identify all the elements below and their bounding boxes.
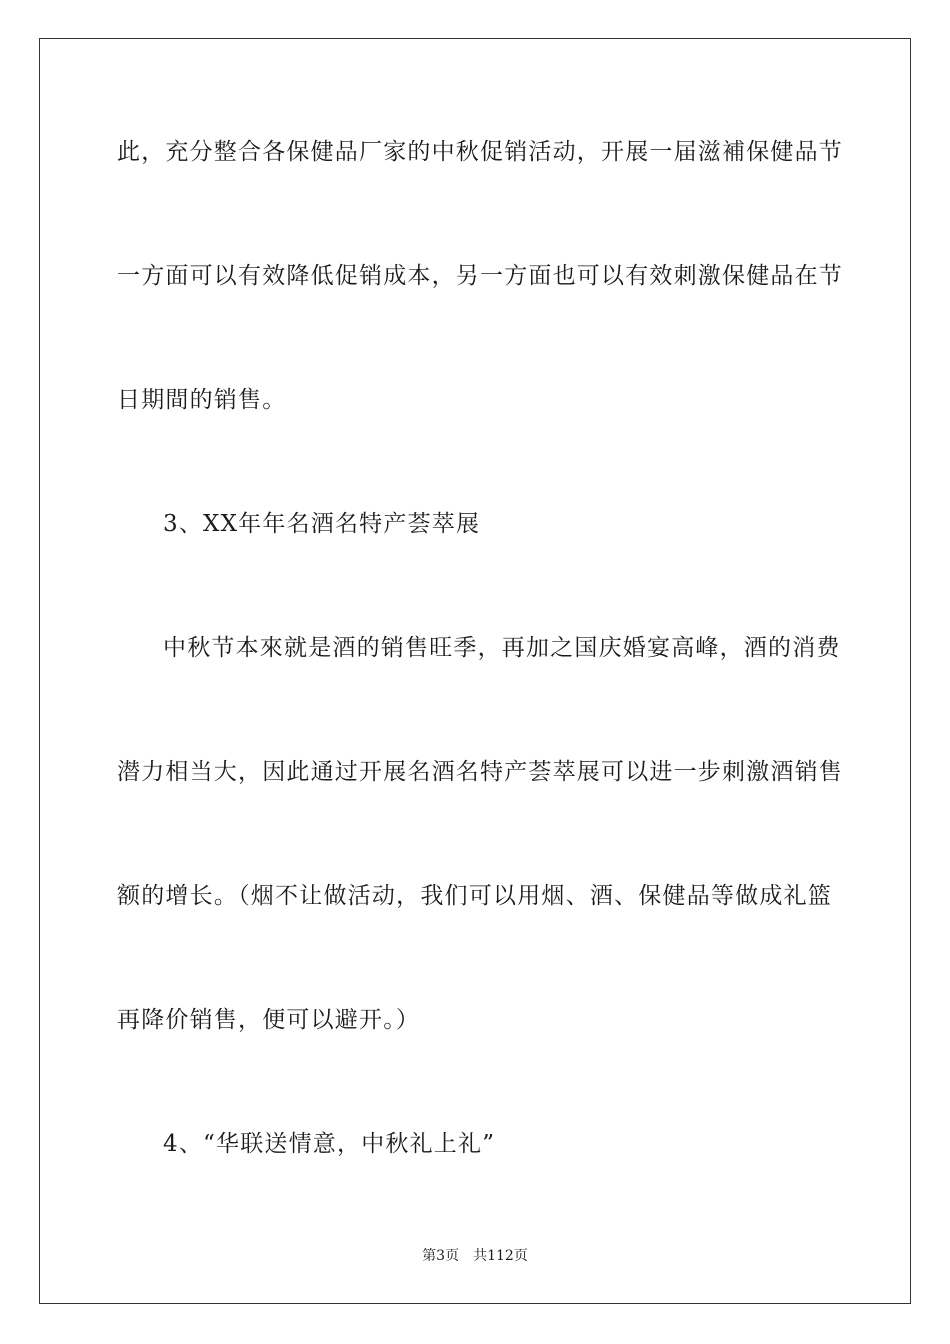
body-text-line: 潜力相当大，因此通过开展名酒名特产荟萃展可以进一步刺激酒销售 bbox=[117, 759, 843, 785]
body-text-line: 再降价销售，便可以避开。） bbox=[117, 1007, 421, 1033]
body-text-line: 额的增长。（烟不让做活动，我们可以用烟、酒、保健品等做成礼篮 bbox=[117, 883, 832, 909]
page-border bbox=[39, 38, 911, 1304]
section-heading: 4、“华联送情意，中秋礼上礼” bbox=[163, 1131, 496, 1157]
body-text-line: 日期間的销售。 bbox=[117, 387, 287, 413]
section-heading: 3、XX年年名酒名特产荟萃展 bbox=[163, 511, 481, 537]
page-total: 共112页 bbox=[473, 1248, 528, 1264]
body-text-line: 中秋节本來就是酒的销售旺季，再加之国庆婚宴高峰，酒的消费 bbox=[163, 635, 841, 661]
body-text-line: 一方面可以有效降低促销成本，另一方面也可以有效刺激保健品在节 bbox=[117, 263, 843, 289]
page-footer bbox=[0, 1247, 950, 1265]
page-number: 第3页 bbox=[422, 1248, 460, 1264]
body-text-line: 此，充分整合各保健品厂家的中秋促销活动，开展一届滋補保健品节 bbox=[117, 139, 843, 165]
